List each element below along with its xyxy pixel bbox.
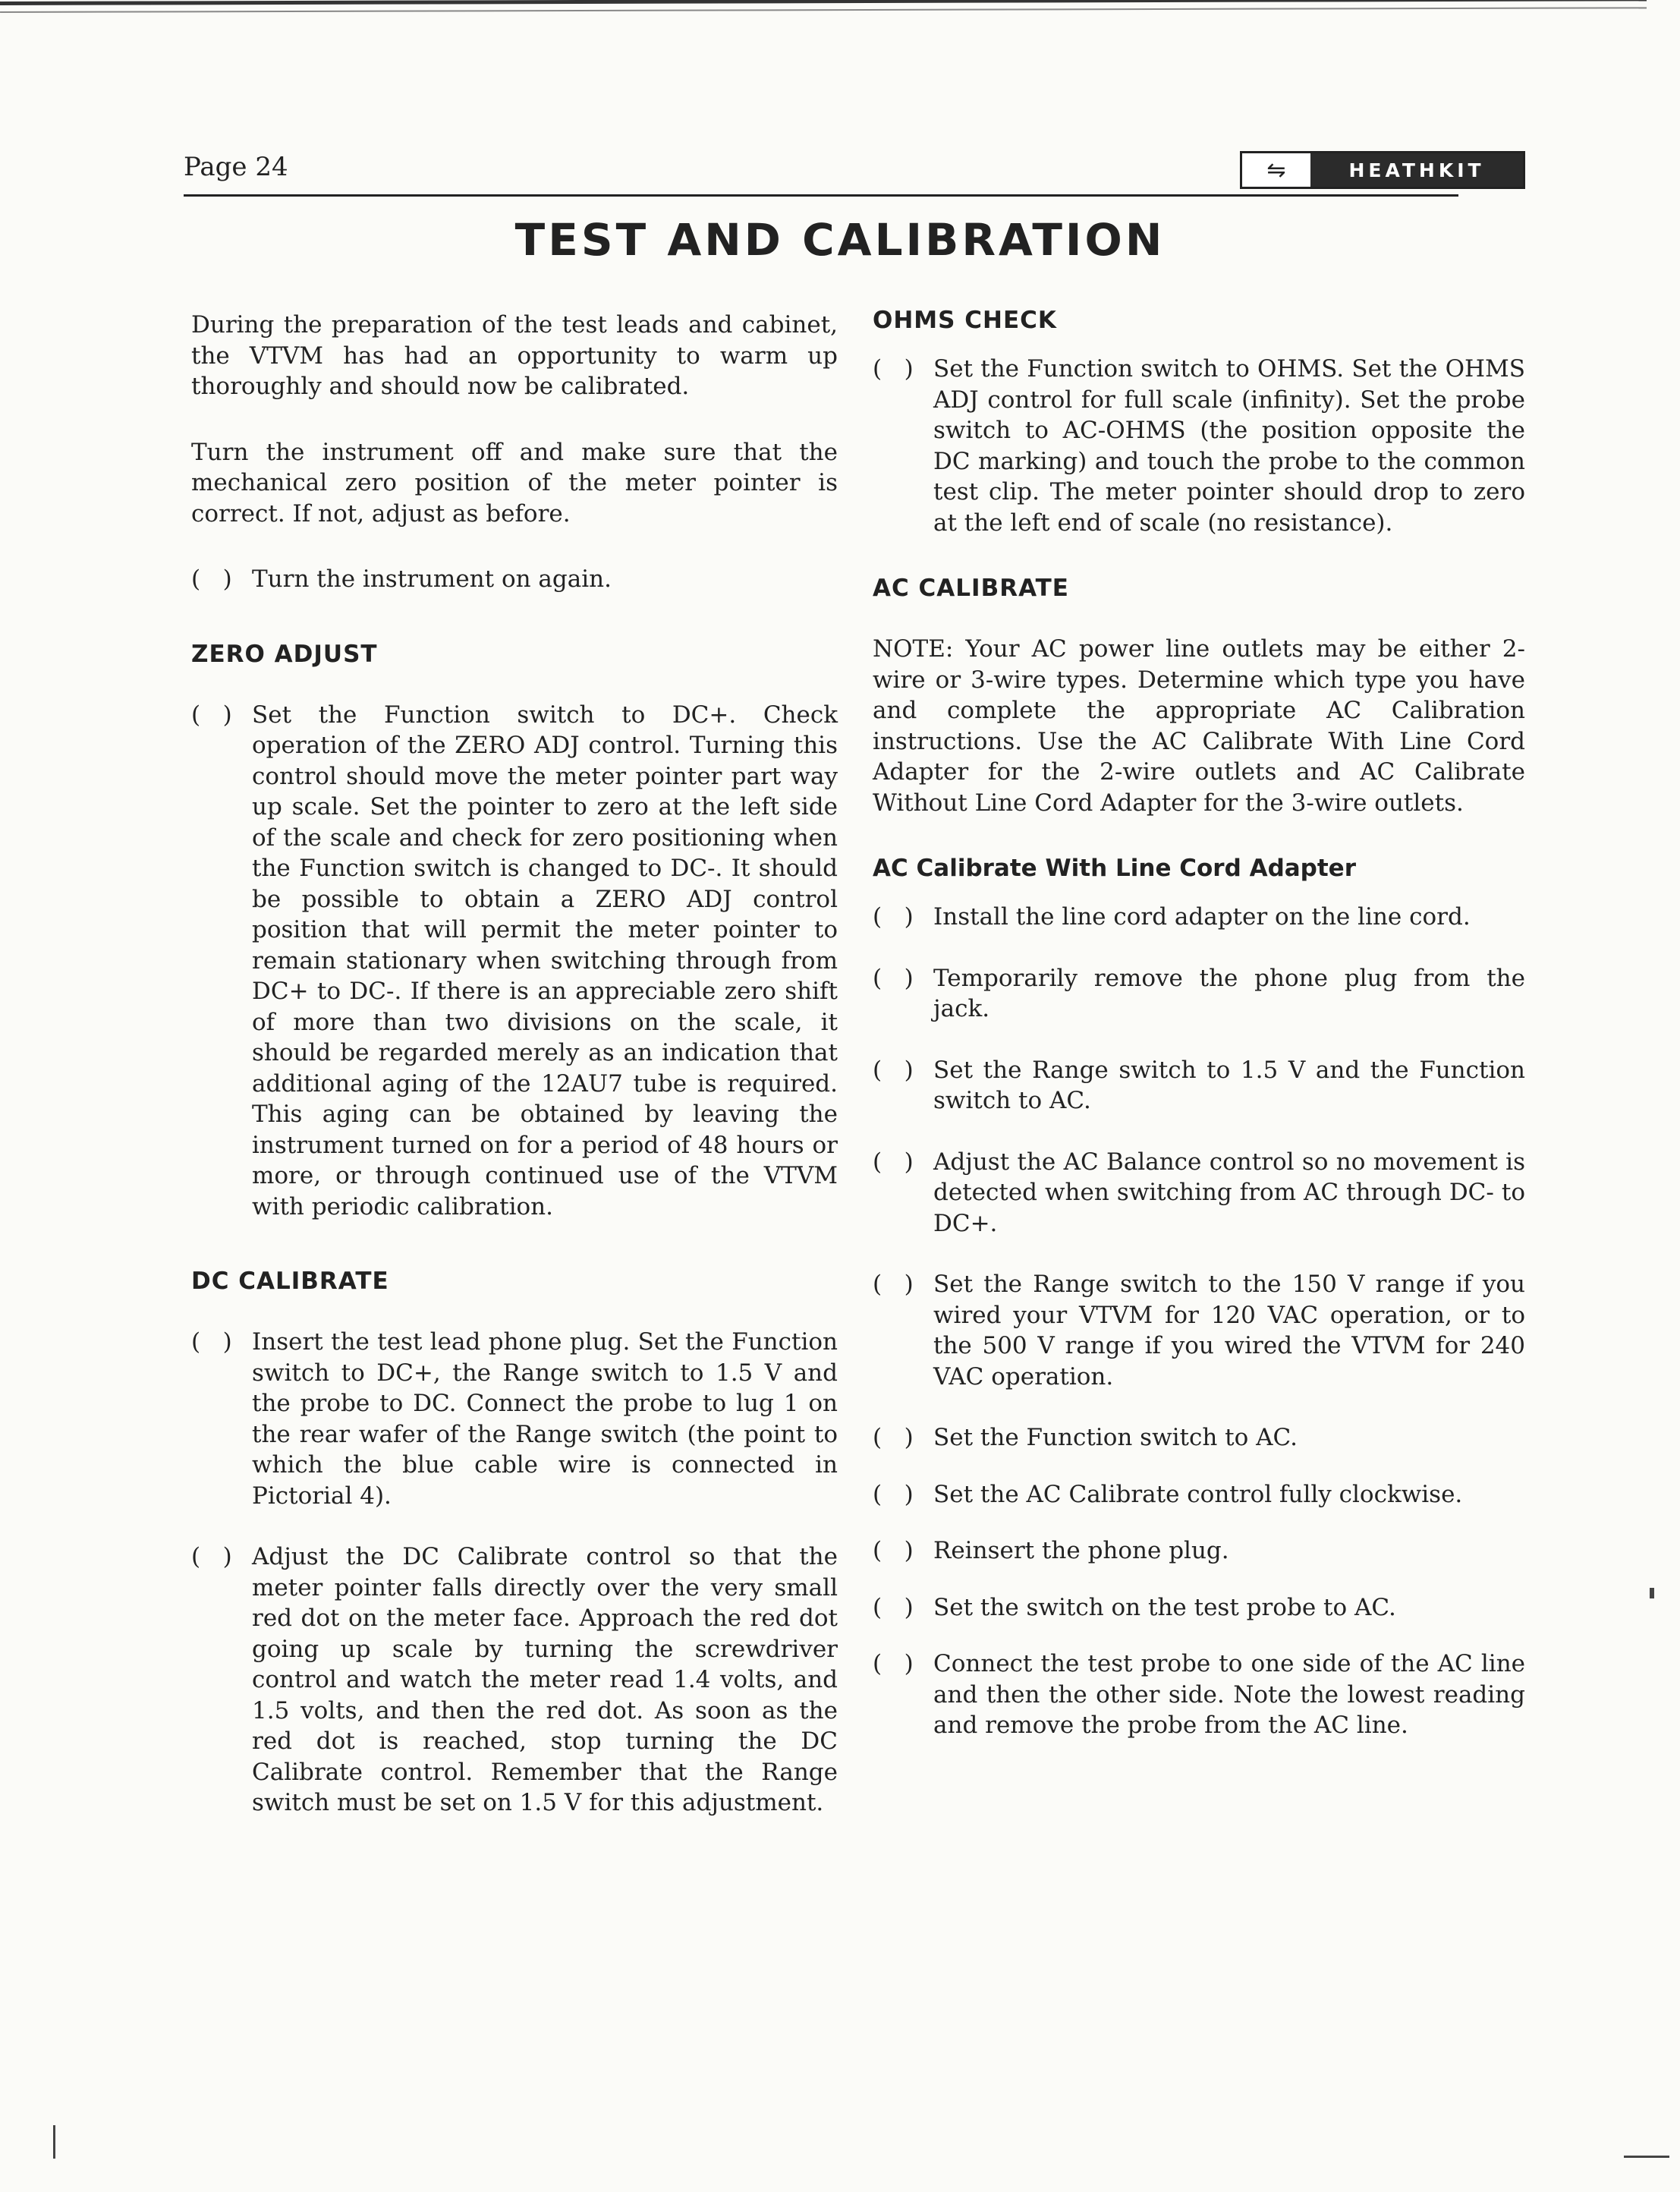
intro-paragraph: During the preparation of the test leads and cabinet, the VTVM has had an opportunity to warm up thoroughly and should now be calibrated. <box>191 311 838 400</box>
header-rule <box>184 194 1458 197</box>
step-checkbox[interactable]: ( ) <box>191 701 232 729</box>
scan-speck <box>1650 1588 1654 1598</box>
heathkit-emblem-icon: ⇋ <box>1266 156 1286 184</box>
step-reinsert-plug: ( ) Reinsert the phone plug. <box>873 1535 1525 1567</box>
scan-edge <box>0 0 1647 13</box>
left-column <box>191 310 838 1819</box>
step-turn-on: ( ) Turn the instrument on again. <box>191 564 838 595</box>
brand-name: HEATHKIT <box>1310 153 1523 187</box>
step-set-range: ( ) Set the Range switch to 1.5 V and the Function switch to AC. <box>873 1055 1525 1116</box>
step-function-ac: ( ) Set the Function switch to AC. <box>873 1422 1525 1453</box>
section-heading-zero-adjust: ZERO ADJUST <box>191 640 378 668</box>
step-checkbox[interactable]: ( ) <box>873 1424 914 1451</box>
step-dc-insert-plug: ( ) Insert the test lead phone plug. Set the Function switch to DC+, the Range switch to 1.5 V and the probe to DC. Connect the probe to lug 1 on the rear wafer of the Range switch (the point to which the blue cable wire is connected in Pictorial 4). <box>191 1327 838 1511</box>
ac-note: NOTE: Your AC power line outlets may be either 2-wire or 3-wire types. Determine which type you have and complete the appropriate AC Calibration instructions. Use the AC Calibrate With Line Cord Adapter for the 2-wire outlets and AC Calibrate Without Line Cord Adapter for the 3-wire outlets. <box>873 635 1525 817</box>
step-set-range-voltage: ( ) Set the Range switch to the 150 V range if you wired your VTVM for 120 VAC operation, or to the 500 V range if you wired the VTVM for 240 VAC operation. <box>873 1269 1525 1392</box>
step-zero-adjust: ( ) Set the Function switch to DC+. Check operation of the ZERO ADJ control. Turning this control should move the meter pointer part way up scale. Set the pointer to zero at the left side of the scale and check for zero positioning when the Function switch is changed to DC-. It should be possible to obtain a ZERO ADJ control position that will permit the meter pointer to remain stationary when switching through from DC+ to DC-. If there is an appreciable zero shift of more than two divisions on the scale, it should be regarded merely as an indication that additional aging of the 12AU7 tube is required. This aging can be obtained by leaving the instrument turned on for a period of 48 hours or more, or through continued use of the VTVM with periodic calibration. <box>191 700 838 1223</box>
step-ac-balance: ( ) Adjust the AC Balance control so no movement is detected when switching from AC through DC- to DC+. <box>873 1147 1525 1239</box>
step-probe-ac: ( ) Set the switch on the test probe to AC. <box>873 1592 1525 1624</box>
step-checkbox[interactable]: ( ) <box>873 903 914 931</box>
step-checkbox[interactable]: ( ) <box>191 1543 232 1570</box>
subheading-line-cord-adapter: AC Calibrate With Line Cord Adapter <box>873 855 1356 882</box>
step-checkbox[interactable]: ( ) <box>873 964 914 992</box>
section-heading-dc-calibrate: DC CALIBRATE <box>191 1268 389 1295</box>
scan-speck <box>53 2125 55 2159</box>
page-title: TEST AND CALIBRATION <box>514 214 1166 266</box>
step-remove-plug: ( ) Temporarily remove the phone plug from the jack. <box>873 963 1525 1025</box>
step-checkbox[interactable]: ( ) <box>873 1148 914 1176</box>
section-heading-ac-calibrate: AC CALIBRATE <box>873 575 1069 602</box>
step-checkbox[interactable]: ( ) <box>873 1480 914 1508</box>
step-dc-adjust: ( ) Adjust the DC Calibrate control so that the meter pointer falls directly over the very small red dot on the meter face. Approach the red dot going up scale by turning the screwdriver control and watch the meter read 1.4 volts, and 1.5 volts, and then the red dot. As soon as the red dot is reached, stop turning the DC Calibrate control. Remember that the Range switch must be set on 1.5 V for this adjustment. <box>191 1542 838 1819</box>
step-ac-calibrate-clockwise: ( ) Set the AC Calibrate control fully clockwise. <box>873 1479 1525 1510</box>
step-connect-probe: ( ) Connect the test probe to one side of the AC line and then the other side. Note the lowest reading and remove the probe from the AC line. <box>873 1649 1525 1741</box>
step-checkbox[interactable]: ( ) <box>191 565 232 593</box>
step-checkbox[interactable]: ( ) <box>873 1271 914 1298</box>
step-checkbox[interactable]: ( ) <box>191 1328 232 1356</box>
brand-logo <box>1240 151 1525 189</box>
scan-speck <box>1624 2156 1669 2158</box>
step-checkbox[interactable]: ( ) <box>873 1593 914 1621</box>
right-column <box>873 305 1525 1741</box>
step-checkbox[interactable]: ( ) <box>873 1537 914 1564</box>
step-checkbox[interactable]: ( ) <box>873 355 914 383</box>
step-install-adapter: ( ) Install the line cord adapter on the line cord. <box>873 902 1525 933</box>
step-checkbox[interactable]: ( ) <box>873 1650 914 1677</box>
page-number: Page 24 <box>184 152 288 182</box>
intro-paragraph-2: Turn the instrument off and make sure that the mechanical zero position of the meter pointer is correct. If not, adjust as before. <box>191 438 838 528</box>
step-ohms-check: ( ) Set the Function switch to OHMS. Set the OHMS ADJ control for full scale (infinity). Set the probe switch to AC-OHMS (the position opposite the DC marking) and touch the probe to the common test clip. The meter pointer should drop to zero at the left end of scale (no resistance). <box>873 354 1525 538</box>
step-checkbox[interactable]: ( ) <box>873 1056 914 1084</box>
section-heading-ohms-check: OHMS CHECK <box>873 307 1057 334</box>
